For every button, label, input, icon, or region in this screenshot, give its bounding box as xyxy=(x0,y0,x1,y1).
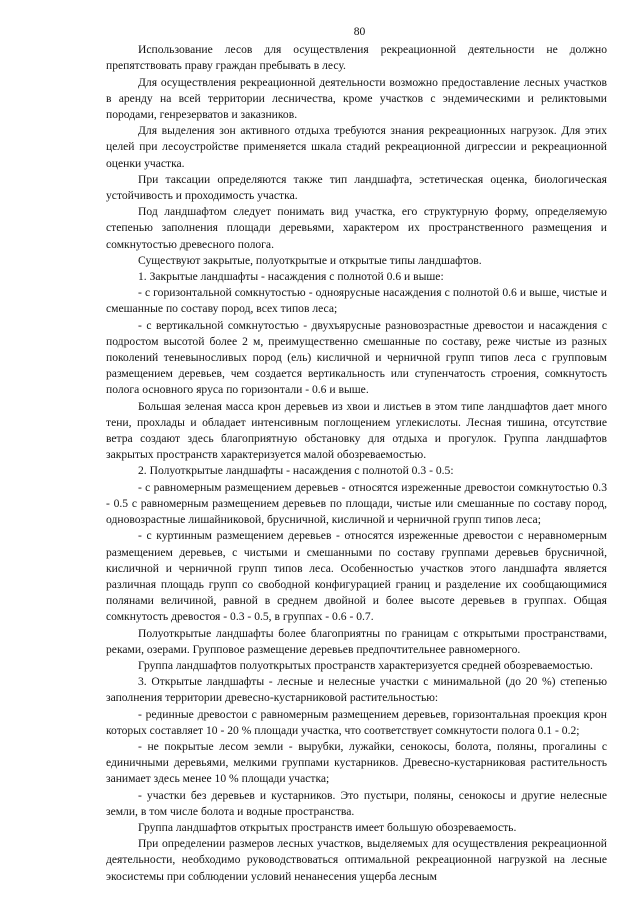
paragraph: - участки без деревьев и кустарников. Это пустыри, поляны, сенокосы и другие нелесные земли, в том числе болота и водные пространства. xyxy=(106,788,607,818)
page-number: 80 xyxy=(353,25,366,38)
paragraph: Полуоткрытые ландшафты более благоприятны по границам с открытыми пространствами, реками, озерами. Групповое размещение деревьев предпочтительнее равномерного. xyxy=(106,626,607,656)
paragraph: Использование лесов для осуществления рекреационной деятельности не должно препятствовать праву граждан пребывать в лесу. xyxy=(106,43,607,73)
paragraph: - рединные древостои с равномерным размещением деревьев, горизонтальная проекция крон которых составляет 10 - 20 % площади участка, что соответствует сомкнутости полога 0.1 - 0.2; xyxy=(106,707,607,737)
paragraph: Для осуществления рекреационной деятельности возможно предоставление лесных участков в аренду на всей территории лесничества, кроме участков с эндемическими и реликтовыми породами, генрезерватов и заказников. xyxy=(106,75,607,122)
paragraph: 1. Закрытые ландшафты - насаждения с полнотой 0.6 и выше: xyxy=(138,270,444,284)
paragraph: - с равномерным размещением деревьев - относятся изреженные древостои сомкнутостью 0.3 - 0.5 с равномерным размещением деревьев по площади, чистые или смешанные по составу пород, одновозрастные лишайниковой, брусничной, кисличной и черничной групп типов леса; xyxy=(106,480,607,527)
paragraph: - с вертикальной сомкнутостью - двухъярусные разновозрастные древостои и насаждения с подростом высотой более 2 м, преимущественно смешанные по составу, реже чистые из разных поколений теневыносливых пород (ель) кисличной и черничной групп типов леса с групповым размещением деревьев, чем создается вертикальность или ступенчатость строения, сомкнутость полога основного яруса по горизонтали - 0.6 и выше. xyxy=(106,318,607,397)
paragraph: 2. Полуоткрытые ландшафты - насаждения с полнотой 0.3 - 0.5: xyxy=(138,464,454,478)
paragraph: 3. Открытые ландшафты - лесные и нелесные участки с минимальной (до 20 %) степенью заполнения территории древесно-кустарниковой растительностью: xyxy=(106,675,607,705)
paragraph: Большая зеленая масса крон деревьев из хвои и листьев в этом типе ландшафтов дает много тени, прохлады и обладает интенсивным поглощением углекислоты. Лесная тишина, отсутствие ветра создают здесь благоприятную обстановку для отдыха и прогулок. Группа ландшафтов закрытых пространств характеризуется малой обозреваемостью. xyxy=(106,399,607,462)
paragraph: - с куртинным размещением деревьев - относятся изреженные древостои с неравномерным размещением деревьев, с чистыми и смешанными по составу группами деревьев брусничной, кисличной и черничной групп типов леса. Особенностью участков этого ландшафта является различная площадь групп со свободной конфигурацией границ и разделение их сообщающимися полянами величиной, равной в среднем двойной и более высоте деревьев в группах. Общая сомкнутость древостоя - 0.3 - 0.5, в группах - 0.6 - 0.7. xyxy=(106,529,607,624)
paragraph: Группа ландшафтов полуоткрытых пространств характеризуется средней обозреваемостью. xyxy=(138,658,593,672)
paragraph: Для выделения зон активного отдыха требуются знания рекреационных нагрузок. Для этих целей при лесоустройстве применяется шкала стадий рекреационной дигрессии и рекреационной оценки участка. xyxy=(106,124,607,170)
paragraph: - с горизонтальной сомкнутостью - одноярусные насаждения с полнотой 0.6 и выше, чистые и смешанные по составу пород, всех типов леса; xyxy=(106,286,607,316)
paragraph: Группа ландшафтов открытых пространств имеет большую обозреваемость. xyxy=(138,820,517,834)
paragraph: Под ландшафтом следует понимать вид участка, его структурную форму, определяемую степенью заполнения площади деревьями, характером их пространственного размещения и сомкнутостью древесного полога. xyxy=(106,205,607,251)
paragraph: При определении размеров лесных участков, выделяемых для осуществления рекреационной деятельности, необходимо руководствоваться оптимальной рекреационной нагрузкой на лесные экосистемы при соблюдении условий ненанесения ущерба лесным xyxy=(106,837,607,883)
paragraph: При таксации определяются также тип ландшафта, эстетическая оценка, биологическая устойчивость и проходимость участка. xyxy=(106,172,607,203)
paragraph: Существуют закрытые, полуоткрытые и открытые типы ландшафтов. xyxy=(138,253,482,267)
paragraph: - не покрытые лесом земли - вырубки, лужайки, сенокосы, болота, поляны, прогалины с единичными деревьями, мелкими группами кустарников. Древесно-кустарниковая растительность занимает здесь менее 10 % площади участка; xyxy=(106,739,607,786)
